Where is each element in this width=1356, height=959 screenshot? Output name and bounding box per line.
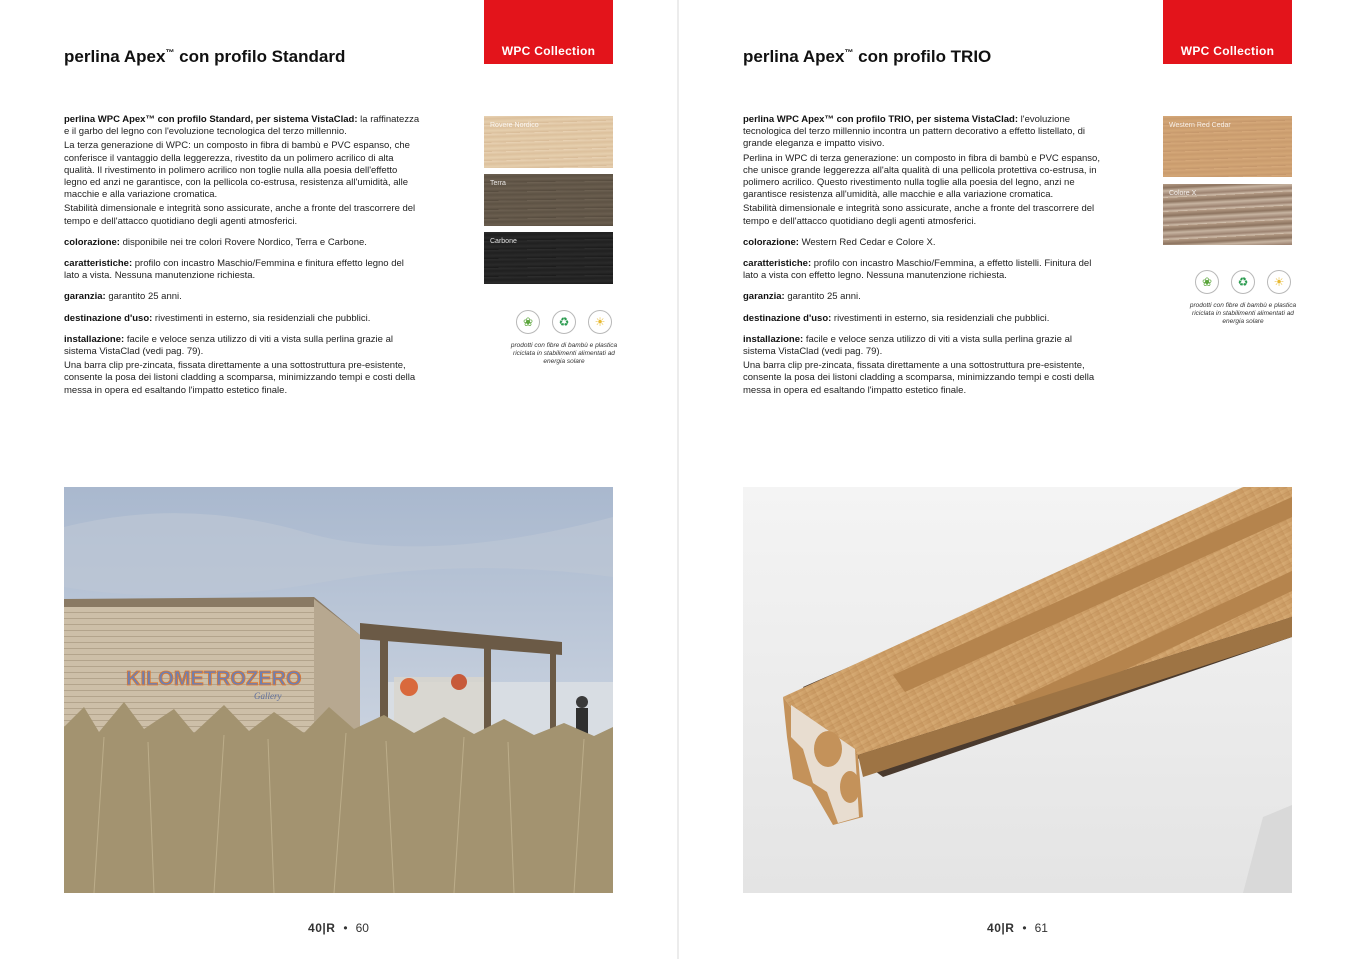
title-rest: con profilo Standard <box>174 47 346 66</box>
recycle-icon: ♻ <box>1231 270 1255 294</box>
paragraph <box>743 258 1103 282</box>
paragraph-text: profilo con incastro Maschio/Femmina e finitura effetto legno del lato a vista. Nessuna manutenzione richiesta. <box>64 258 404 282</box>
eco-caption: prodotti con fibre di bambù e plastica riciclata in stabilimenti alimentati ad energia solare <box>510 342 618 365</box>
page-number: 60 <box>355 921 369 935</box>
paragraph-lead: installazione: <box>64 333 125 345</box>
trio-profile-photo <box>743 487 1292 893</box>
sign-subtext: Gallery <box>254 691 282 701</box>
brand-logo: 40|R <box>987 921 1015 935</box>
paragraph-lead: colorazione: <box>64 236 120 248</box>
paragraph <box>64 203 420 227</box>
description-text <box>64 114 420 406</box>
paragraph-lead: installazione: <box>743 333 804 345</box>
paragraph-lead: caratteristiche: <box>64 258 133 270</box>
brand-logo: 40|R <box>308 921 336 935</box>
swatch-label: Colore X <box>1169 190 1197 197</box>
footer-separator: • <box>1022 921 1027 935</box>
description-text <box>743 114 1103 406</box>
paragraph-text: Perlina in WPC di terza generazione: un composto in fibra di bambù e PVC espanso, che unisce grande leggerezza all'alta qualità di una pellicola protettiva co-estrusa, in polimero acrilico. Questo rivestimento nulla toglie alla poesia del legno, anzi ne garantisce resistenza all'umidità, alle macchie e alla variazione cromatica. <box>743 152 1100 201</box>
paragraph-text: rivestimenti in esterno, sia residenziali che pubblici. <box>831 312 1050 324</box>
page-title <box>743 47 991 67</box>
paragraph-lead: perlina WPC Apex™ con profilo Standard, per sistema VistaClad: <box>64 114 358 125</box>
paragraph-lead: garanzia: <box>743 291 785 303</box>
paragraph-text: facile e veloce senza utilizzo di viti a vista sulla perlina grazie al sistema VistaClad (vedi pag. 79). <box>743 333 1072 358</box>
paragraph <box>743 153 1103 202</box>
eco-badges <box>516 310 612 334</box>
paragraph <box>743 291 1103 303</box>
swatch-rovere-nordico <box>484 116 613 168</box>
sun-icon: ☀ <box>588 310 612 334</box>
bamboo-icon: ❀ <box>1195 270 1219 294</box>
paragraph <box>64 334 420 358</box>
page-title <box>64 47 345 67</box>
paragraph-text: garantito 25 anni. <box>784 291 861 303</box>
title-trademark: ™ <box>165 47 175 58</box>
paragraph <box>64 114 420 138</box>
bamboo-icon: ❀ <box>516 310 540 334</box>
paragraph <box>64 313 420 325</box>
paragraph-text: rivestimenti in esterno, sia residenziali che pubblici. <box>152 312 371 324</box>
page-left <box>0 0 677 959</box>
collection-tab: WPC Collection <box>1163 0 1292 64</box>
paragraph-text: disponibile nei tre colori Rovere Nordico, Terra e Carbone. <box>119 236 367 248</box>
paragraph-lead: caratteristiche: <box>743 258 812 270</box>
paragraph-lead: destinazione d'uso: <box>64 312 153 324</box>
paragraph-text: facile e veloce senza utilizzo di viti a vista sulla perlina grazie al sistema VistaClad (vedi pag. 79). <box>64 333 393 358</box>
paragraph-text: Stabilità dimensionale e integrità sono assicurate, anche a fronte del trascorrere del tempo e dell'attacco quotidiano degli agenti atmosferici. <box>64 203 416 227</box>
paragraph-text: La terza generazione di WPC: un composto in fibra di bambù e PVC espanso, che conferisce il vantaggio della leggerezza, rivestito da un polimero acrilico di alta qualità. Il rivestimento in polimero acrilico non toglie nulla alla poesia dell'effetto legno ed anzi ne garantisce, con la pellicola co-estrusa, resistenza all'umidità, alle macchie e alla variazione cromatica. <box>64 140 410 201</box>
paragraph-text: Una barra clip pre-zincata, fissata direttamente a una sottostruttura pre-esistente, consente la posa dei listoni cladding a scomparsa, minimizzando tempi e costi della messa in opera ed esaltando l'impatto estetico finale. <box>743 360 1095 396</box>
footer-separator: • <box>343 921 348 935</box>
paragraph-lead: destinazione d'uso: <box>743 312 832 324</box>
recycle-icon: ♻ <box>552 310 576 334</box>
paragraph-lead: garanzia: <box>64 291 106 303</box>
swatch-label: Rovere Nordico <box>490 122 539 129</box>
paragraph <box>743 114 1103 151</box>
paragraph <box>743 334 1103 358</box>
page-number: 61 <box>1034 921 1048 935</box>
title-rest: con profilo TRIO <box>853 47 992 66</box>
paragraph-text: Stabilità dimensionale e integrità sono assicurate, anche a fronte del trascorrere del tempo e dell'attacco quotidiano degli agenti atmosferici. <box>743 203 1095 227</box>
paragraph-lead: perlina WPC Apex™ con profilo TRIO, per sistema VistaClad: <box>743 114 1019 125</box>
title-trademark: ™ <box>844 47 854 58</box>
swatch-western-red-cedar <box>1163 116 1292 177</box>
paragraph <box>743 313 1103 325</box>
eco-caption: prodotti con fibre di bambù e plastica riciclata in stabilimenti alimentati ad energia solare <box>1189 302 1297 325</box>
sun-icon: ☀ <box>1267 270 1291 294</box>
paragraph <box>64 360 420 397</box>
sign-text: KILOMETROZERO <box>126 668 302 690</box>
paragraph <box>64 291 420 303</box>
page-footer <box>679 921 1356 935</box>
paragraph-text: Western Red Cedar e Colore X. <box>798 236 936 248</box>
page-right <box>679 0 1356 959</box>
title-main: perlina Apex <box>64 47 166 66</box>
paragraph-text: l'evoluzione tecnologica del terzo millennio incontra un pattern decorativo a effetto listellato, di grande eleganza e impatto visivo. <box>743 114 1086 150</box>
paragraph <box>743 360 1103 397</box>
paragraph <box>64 258 420 282</box>
paragraph-text: Una barra clip pre-zincata, fissata direttamente a una sottostruttura pre-esistente, consente la posa dei listoni cladding a scomparsa, minimizzando tempi e costi della messa in opera ed esaltando l'impatto estetico finale. <box>64 360 416 396</box>
swatch-colore-x <box>1163 184 1292 245</box>
title-main: perlina Apex <box>743 47 845 66</box>
swatch-carbone <box>484 232 613 284</box>
swatch-terra <box>484 174 613 226</box>
collection-tab: WPC Collection <box>484 0 613 64</box>
swatch-label: Carbone <box>490 238 517 245</box>
page-footer <box>0 921 677 935</box>
paragraph-text: garantito 25 anni. <box>105 291 182 303</box>
trio-profile-illustration <box>743 487 1292 893</box>
paragraph <box>743 237 1103 249</box>
eco-badges <box>1195 270 1291 294</box>
beach-bar-illustration <box>64 487 613 893</box>
paragraph <box>64 237 420 249</box>
paragraph-text: la raffinatezza e il garbo del legno con l'evoluzione tecnologica del terzo millennio. <box>64 114 420 138</box>
paragraph-lead: colorazione: <box>743 236 799 248</box>
paragraph <box>743 203 1103 227</box>
swatch-label: Western Red Cedar <box>1169 122 1231 129</box>
paragraph <box>64 140 420 201</box>
paragraph-text: profilo con incastro Maschio/Femmina, a effetto listelli. Finitura del lato a vista con effetto legno. Nessuna manutenzione richiesta. <box>743 258 1092 282</box>
swatch-label: Terra <box>490 180 506 187</box>
beach-bar-photo <box>64 487 613 893</box>
